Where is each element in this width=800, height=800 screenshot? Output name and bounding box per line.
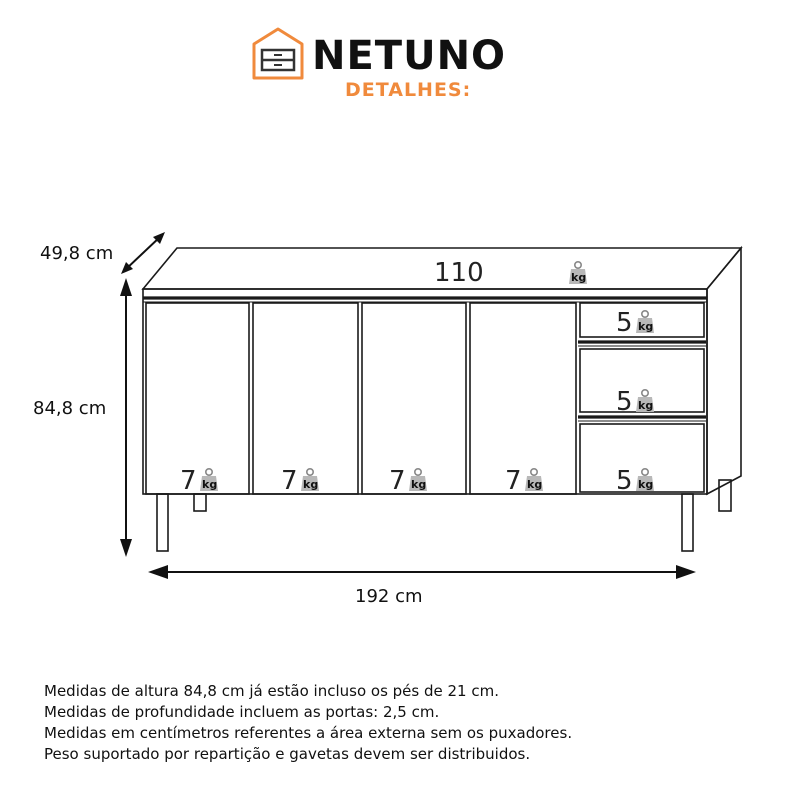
brand-name: NETUNO: [312, 33, 507, 79]
weight-icon: [636, 311, 654, 333]
note-line: Medidas de profundidade incluem as portas: 2,5 cm.: [44, 703, 440, 721]
kg-unit: kg: [202, 478, 218, 491]
weight-icon: [200, 469, 218, 491]
door-3-load-value: 7: [389, 466, 406, 496]
dimension-arrows: [120, 232, 696, 579]
weight-icon: [301, 469, 319, 491]
weight-icon: [409, 469, 427, 491]
weight-icon: [525, 469, 543, 491]
drawer-2-load-value: 5: [616, 387, 633, 417]
door-1-load-value: 7: [180, 466, 197, 496]
cabinet-side: [707, 248, 741, 494]
door-2-load-value: 7: [281, 466, 298, 496]
kg-unit: kg: [638, 478, 654, 491]
note-line: Peso suportado por repartição e gavetas devem ser distribuidos.: [44, 745, 531, 763]
drawer-1-load-value: 5: [616, 308, 633, 338]
width-label: 192 cm: [355, 586, 423, 607]
top-load-value: 110: [434, 258, 484, 288]
page-subtitle: DETALHES:: [345, 79, 472, 101]
kg-unit: kg: [638, 320, 654, 333]
kg-unit: kg: [527, 478, 543, 491]
depth-label: 49,8 cm: [40, 243, 114, 264]
door-4-load-value: 7: [505, 466, 522, 496]
kg-unit: kg: [638, 399, 654, 412]
door-3: [362, 303, 466, 494]
kg-unit: kg: [411, 478, 427, 491]
drawer-3-load-value: 5: [616, 466, 633, 496]
kg-unit: kg: [303, 478, 319, 491]
door-2: [253, 303, 358, 494]
weight-icon: [636, 390, 654, 412]
weight-icon: [636, 469, 654, 491]
door-1: [146, 303, 249, 494]
kg-unit: kg: [571, 271, 587, 284]
door-4: [470, 303, 576, 494]
weight-icon: [569, 262, 587, 284]
notes-list: [44, 681, 572, 765]
height-label: 84,8 cm: [33, 398, 107, 419]
note-line: Medidas em centímetros referentes a área externa sem os puxadores.: [44, 724, 573, 742]
note-line: Medidas de altura 84,8 cm já estão incluso os pés de 21 cm.: [44, 682, 499, 700]
